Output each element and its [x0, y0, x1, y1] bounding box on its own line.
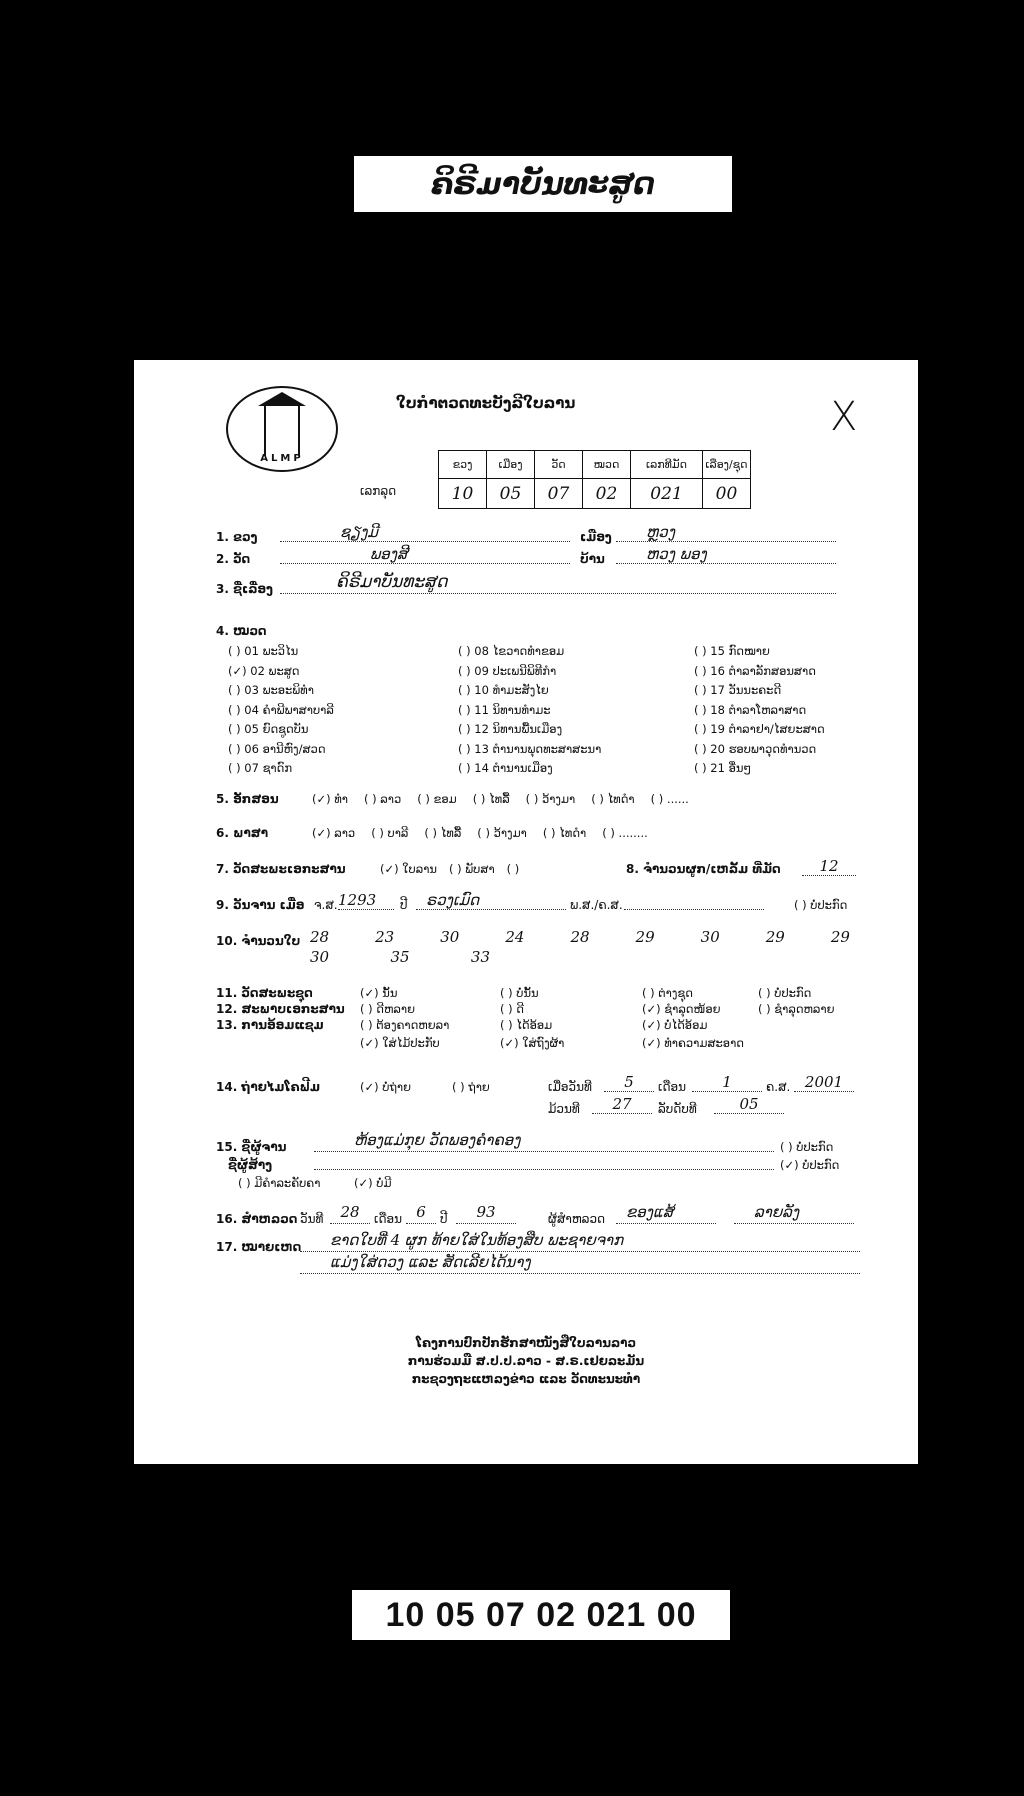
code-value: 07 [535, 479, 583, 509]
survey-month-line [406, 1202, 436, 1224]
language-option[interactable]: ( ) ບາລີ [371, 826, 409, 840]
field-fascicle-count-line [802, 856, 856, 876]
code-value: 02 [583, 479, 631, 509]
field-title-line [280, 572, 836, 594]
field-copyist-value: ຫ້ອງແມ່ກຸຍ ວັດພອງຄຳຄອງ [354, 1131, 521, 1149]
sponsor-detail-option[interactable]: (✓) ບໍ່ມີ [354, 1176, 392, 1190]
project-seal [226, 386, 338, 472]
category-option[interactable]: ( ) 09 ປະເພນີພິທີກຳ [458, 663, 557, 678]
field-sponsor-label: ຊື່ຜູ້ສ້າງ [228, 1158, 273, 1172]
survey-month: 6 [416, 1203, 426, 1221]
field-copy-date-label: 9. ວັນຈານ ເມື່ອ [216, 898, 305, 912]
field-script-label: 5. ອັກສອນ [216, 792, 279, 806]
category-option[interactable]: ( ) 07 ຊາດົກ [228, 761, 293, 775]
field-copy-era-label: ຈ.ສ. [314, 898, 338, 912]
field-category-label: 4. ໝວດ [216, 624, 267, 638]
field-survey-label: 16. ສຳຫລວດ [216, 1212, 298, 1226]
category-option[interactable]: ( ) 20 ຮອບພາວຸດທຳນວດ [694, 741, 817, 756]
copyist-unknown-option[interactable]: ( ) ບໍ່ປະກົດ [780, 1140, 834, 1154]
code-value: 05 [487, 479, 535, 509]
condition-option[interactable]: ( ) ດີຫລາຍ [360, 1002, 415, 1016]
leaf-count: 28 [570, 928, 590, 946]
survey-year-label: ປີ [440, 1212, 448, 1226]
seal-text: ALMP [260, 453, 304, 464]
preservation-option[interactable]: (✓) ໃສ່ຖົງຜ້າ [500, 1036, 565, 1050]
field-province-line [280, 522, 570, 542]
field-village-value: ຫວງ ພອງ [646, 545, 707, 563]
surveyor-1: ຂອງແສ້ [626, 1203, 674, 1221]
category-option[interactable]: ( ) 14 ຕຳນານເມືອງ [458, 761, 553, 775]
field-fascicle-count-label: 8. ຈຳນວນຜູກ/ເຫລັ້ມ ທີ່ມັດ [626, 862, 781, 876]
leaf-count: 24 [505, 928, 525, 946]
remarks-text-2: ແມ່ງໃສ່ດວງ ແລະ ສັດເລີຍໄດ້ນາງ [330, 1253, 531, 1271]
code-value: 10 [439, 479, 487, 509]
microfilm-roll: 27 [612, 1095, 632, 1113]
language-option[interactable]: ( ) ວ້າງມາ [477, 826, 527, 840]
microfilm-day: 5 [624, 1073, 634, 1091]
leaf-count-row-2 [310, 948, 490, 966]
field-copyist-label: 15. ຊື່ຜູ້ຈານ [216, 1140, 287, 1154]
leaf-count: 29 [635, 928, 655, 946]
field-leaf-count-label: 10. ຈຳນວນໃບ [216, 934, 301, 948]
top-title-label: ຄິຣີມາບັນທະສູດ [354, 156, 732, 212]
script-option[interactable]: ( ) ລາວ [364, 792, 402, 806]
surveyor-2-line [734, 1202, 854, 1224]
material-option[interactable]: (✓) ໃບລານ [380, 862, 437, 876]
field-title-value: ຄິຣີມາບັນທະສູດ [336, 572, 448, 592]
category-option[interactable]: ( ) 17 ວັນນະຄະດີ [694, 683, 782, 697]
field-era-line [624, 890, 764, 910]
field-temple-line [280, 544, 570, 564]
survey-day: 28 [340, 1203, 360, 1221]
microfilm-month: 1 [722, 1073, 732, 1091]
category-option[interactable]: ( ) 01 ພະວິໄນ [228, 644, 299, 658]
field-province-value: ຊຽງມີ [340, 523, 378, 541]
field-animal-year-line [416, 890, 566, 910]
code-header: ເມືອງ [487, 451, 535, 479]
manuscript-code-label: 10 05 07 02 021 00 [352, 1590, 730, 1640]
leaf-count: 30 [310, 948, 330, 966]
completeness-option[interactable]: ( ) ບໍ່ປະກົດ [758, 986, 812, 1000]
preservation-option[interactable]: (✓) ໃສ່ໄມ້ປະກັບ [360, 1036, 440, 1050]
leaf-count: 30 [700, 928, 720, 946]
category-option[interactable]: ( ) 05 ຍົດຊູດບັນ [228, 722, 309, 736]
footer-ministry: ກະຊວງຖະແຫລງຂ່າວ ແລະ ວັດທະນະທຳ [411, 1372, 641, 1386]
condition-option[interactable]: ( ) ດີ [500, 1002, 524, 1016]
microfilm-option[interactable]: ( ) ຖ່າຍ [452, 1080, 490, 1094]
field-province-label: 1. ຂວງ [216, 530, 258, 544]
remarks-text-1: ຂາດໃບທີ່ 4 ຜູກ ທ້າຍໃສ່ໃນທ້ອງສືບ ພະຊາຍຈາກ [330, 1231, 624, 1249]
completeness-option[interactable]: ( ) ບໍ່ນັ້ນ [500, 986, 539, 1000]
language-option[interactable]: ( ) ........ [602, 826, 648, 840]
microfilm-month-line [692, 1072, 762, 1092]
script-option[interactable]: ( ) ...... [650, 792, 689, 806]
preservation-option[interactable]: (✓) ທຳຄວາມສະອາດ [642, 1036, 744, 1050]
completeness-option[interactable]: (✓) ນັ້ນ [360, 986, 398, 1000]
surveyors-label: ຜູ້ສຳຫລວດ [548, 1212, 606, 1226]
category-option[interactable]: ( ) 16 ຕຳລາລັກສອນສາດ [694, 663, 816, 678]
x-mark: X [830, 394, 858, 440]
field-district-line [616, 522, 836, 542]
field-district-value: ຫຼວງ [646, 523, 676, 541]
microfilm-year: 2001 [804, 1073, 844, 1091]
language-option[interactable]: ( ) ໄທລື້ [424, 826, 462, 840]
field-copy-date-unknown[interactable]: ( ) ບໍ່ປະກົດ [794, 898, 848, 912]
field-temple-value: ພອງສີ [370, 545, 408, 563]
category-option[interactable]: ( ) 03 ພະອະພິທຳ [228, 683, 314, 697]
leaf-count: 35 [390, 948, 410, 966]
leaf-count: 28 [310, 928, 330, 946]
material-options [380, 862, 519, 876]
survey-day-label: ວັນທີ [300, 1212, 324, 1226]
microfilm-order-label: ລັບດັບທີ [658, 1102, 697, 1116]
leaf-count-row-1 [310, 928, 850, 946]
surveyor-1-line [616, 1202, 716, 1224]
category-option[interactable]: (✓) 02 ພະສູດ [228, 663, 300, 678]
microfilm-year-line [794, 1072, 854, 1092]
remarks-line-1 [300, 1230, 860, 1252]
category-option[interactable]: ( ) 21 ອື່ນໆ [694, 761, 752, 775]
code-header: ເລືອງ/ຊຸດ [703, 451, 751, 479]
field-village-label: ບ້ານ [580, 552, 605, 566]
language-option[interactable]: (✓) ລາວ [312, 826, 356, 840]
completeness-option[interactable]: ( ) ຕ່າງຊຸດ [642, 986, 693, 1000]
survey-year-line [456, 1202, 516, 1224]
field-material-label: 7. ວັດສະພະເອກະສານ [216, 862, 346, 876]
survey-month-label: ເດືອນ [374, 1212, 403, 1226]
microfilm-day-line [604, 1072, 654, 1092]
field-copy-year-line [338, 890, 394, 910]
field-animal-year-label: ປີ [400, 898, 408, 912]
leaf-count: 29 [830, 928, 850, 946]
code-header: ວັດ [535, 451, 583, 479]
code-header: ຂວງ [439, 451, 487, 479]
script-option[interactable]: ( ) ຂອມ [417, 792, 457, 806]
material-option[interactable]: ( ) [506, 862, 520, 876]
temple-emblem-icon [264, 404, 300, 456]
field-era-label: ພ.ສ./ຄ.ສ. [570, 898, 623, 912]
material-option[interactable]: ( ) ພັບສາ [449, 862, 495, 876]
code-header: ໝວດ [583, 451, 631, 479]
remarks-line-2 [300, 1252, 860, 1274]
field-village-line [616, 544, 836, 564]
script-option[interactable]: ( ) ໄທດຳ [591, 792, 635, 806]
surveyor-2: ລາຍລັງ [754, 1203, 800, 1221]
category-option[interactable]: ( ) 19 ຕຳລາຢາ/ໄສຍະສາດ [694, 722, 825, 736]
field-district-label: ເມືອງ [580, 530, 612, 544]
script-option[interactable]: (✓) ທຳ [312, 792, 348, 806]
script-option[interactable]: ( ) ວ້າງມາ [525, 792, 576, 806]
preservation-option[interactable]: ( ) ໄດ້ອ້ອມ [500, 1018, 553, 1032]
field-copyist-line [314, 1130, 774, 1152]
code-value: 021 [631, 479, 703, 509]
microfilm-roll-line [592, 1094, 652, 1114]
language-options [312, 826, 648, 840]
category-option[interactable]: ( ) 06 ອານີຫົງ/ສວດ [228, 741, 326, 756]
category-col-2 [458, 642, 601, 779]
microfilm-option[interactable]: (✓) ບໍ່ຖ່າຍ [360, 1080, 411, 1094]
code-table [438, 450, 751, 509]
category-option[interactable]: ( ) 08 ໄຂວາດທຳຂອມ [458, 644, 565, 658]
language-option[interactable]: ( ) ໄທດຳ [542, 826, 587, 840]
script-options [312, 792, 689, 806]
field-preservation-label: 13. ການອ້ອມແຊມ [216, 1018, 324, 1032]
field-title-label: 3. ຊື່ເລື່ອງ [216, 582, 273, 596]
category-option[interactable]: ( ) 13 ຕຳນານພຸດທະສາສະນາ [458, 741, 602, 756]
field-fascicle-count-value: 12 [819, 857, 839, 875]
field-sponsor-line [314, 1150, 774, 1170]
survey-year: 93 [476, 1203, 496, 1221]
field-condition-label: 12. ສະພາບເອກະສານ [216, 1002, 345, 1016]
form-title: ໃບກຳຕວດທະບັງລີໃບລານ [396, 394, 576, 412]
condition-option[interactable]: ( ) ຊຳລຸດຫລາຍ [758, 1002, 835, 1016]
code-value: 00 [703, 479, 751, 509]
microfilm-order-line [714, 1094, 784, 1114]
footer-project-name: ໂຄງການປົກປັກຮັກສາໜັງສືໃບລານລາວ [415, 1336, 637, 1350]
footer-cooperation: ການຮ່ວມມື ສ.ປ.ປ.ລາວ - ສ.ຣ.ເຢຍລະມັນ [407, 1354, 645, 1368]
preservation-option[interactable]: ( ) ຕ້ອງຄາດຫຍລາ [360, 1018, 450, 1032]
category-option[interactable]: ( ) 11 ນິທານທຳມະ [458, 702, 551, 717]
field-copy-year-value: 1293 [338, 891, 377, 909]
field-completeness-label: 11. ວັດສະພະຊຸດ [216, 986, 313, 1000]
category-col-1 [228, 642, 334, 779]
leaf-count: 29 [765, 928, 785, 946]
microfilm-roll-label: ມ້ວນທີ [548, 1102, 580, 1116]
category-col-3 [694, 642, 825, 779]
preservation-option[interactable]: (✓) ບໍ່ໄດ້ອ້ອມ [642, 1018, 708, 1032]
category-option[interactable]: ( ) 10 ທຳມະສັງໄຍ [458, 683, 549, 697]
microfilm-year-label: ຄ.ສ. [766, 1080, 791, 1094]
microfilm-order: 05 [739, 1095, 759, 1113]
code-header: ເລກທີມັດ [631, 451, 703, 479]
field-language-label: 6. ພາສາ [216, 826, 269, 840]
field-remarks-label: 17. ໝາຍເຫດ [216, 1240, 302, 1254]
leaf-count: 30 [440, 928, 460, 946]
category-option[interactable]: ( ) 12 ນິທານພື້ນເມືອງ [458, 722, 563, 736]
field-microfilm-label: 14. ຖ່າຍໄມໂຄຟີມ [216, 1080, 321, 1094]
sponsor-unknown-option[interactable]: (✓) ບໍ່ປະກົດ [780, 1158, 840, 1172]
category-option[interactable]: ( ) 18 ຕຳລາໂຫລາສາດ [694, 702, 807, 717]
manuscript-record-form [134, 360, 918, 1464]
survey-day-line [330, 1202, 370, 1224]
field-temple-label: 2. ວັດ [216, 552, 251, 566]
leaf-count: 33 [470, 948, 490, 966]
script-option[interactable]: ( ) ໄທລື້ [472, 792, 510, 806]
microfilm-date-label: ເມື່ອວັນທີ [548, 1080, 592, 1094]
field-animal-year-value: ຣວງເມົດ [426, 891, 480, 909]
leaf-count: 23 [375, 928, 395, 946]
condition-option[interactable]: (✓) ຊຳລຸດໜ້ອຍ [642, 1002, 721, 1016]
category-option[interactable]: ( ) 15 ກົດໝາຍ [694, 644, 770, 658]
code-label: ເລກລຸດ [360, 484, 397, 498]
sponsor-detail-option[interactable]: ( ) ມີຄຳລະຄັບຄາ [238, 1176, 321, 1190]
microfilm-month-label: ເດືອນ [658, 1080, 687, 1094]
category-option[interactable]: ( ) 04 ຄຳພີພາສາບາລີ [228, 702, 334, 717]
